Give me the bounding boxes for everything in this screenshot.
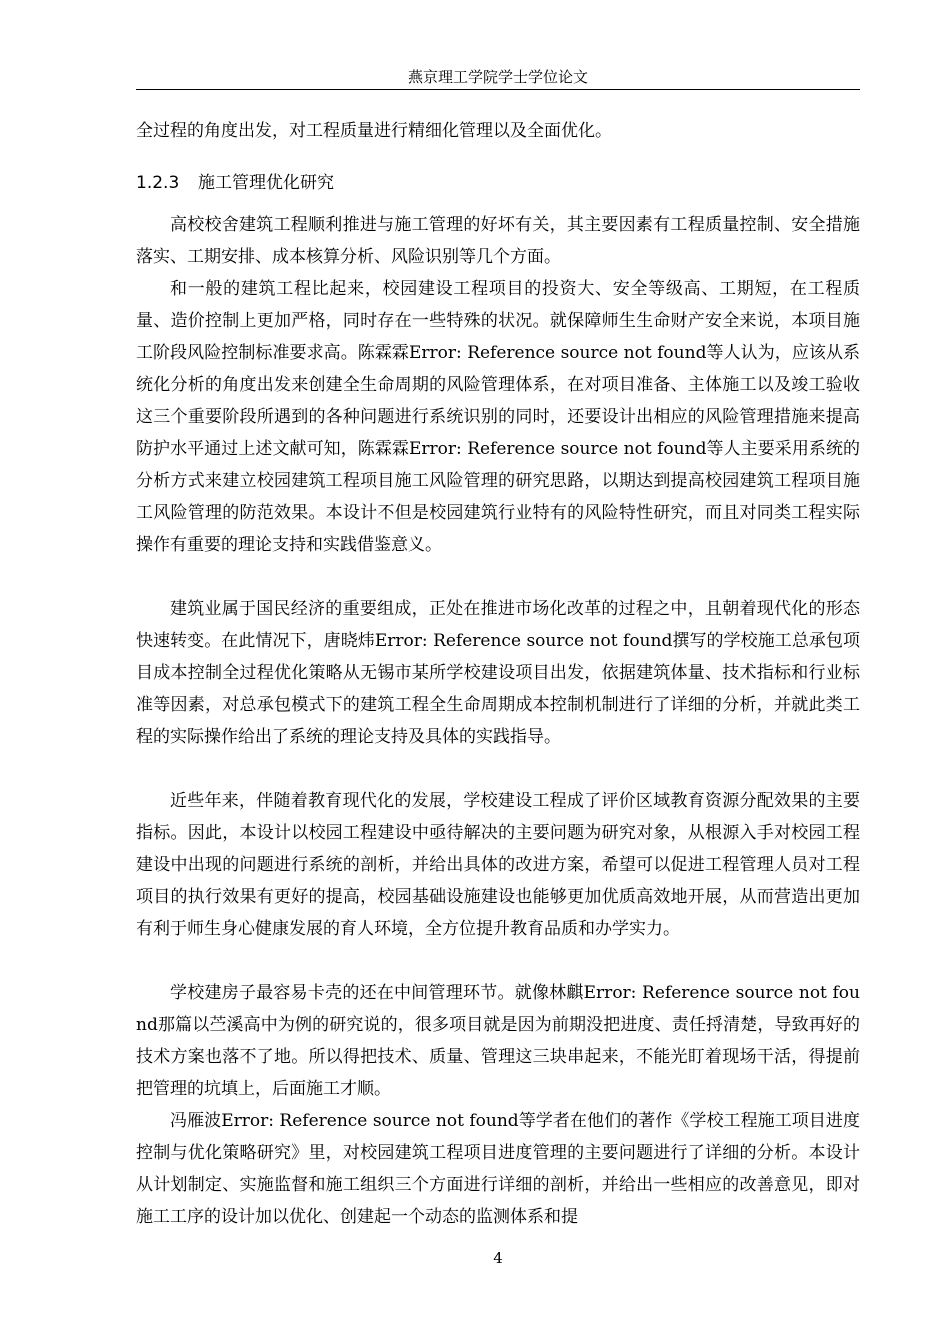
header-rule (136, 89, 860, 90)
continued-paragraph: 全过程的角度出发，对工程质量进行精细化管理以及全面优化。 (136, 121, 612, 141)
body-paragraph: 冯雁波Error: Reference source not found等学者在他们的著作《学校工程施工项目进度控制与优化策略研究》里，对校园建筑工程项目进度管理的主要问题进行了详细的分析。本设计从计划制定、实施监督和施工组织三个方面进行详细的剖析，并给出一些相应的改善意见，即对施工工序的设计加以优化、创建起一个动态的监测体系和提 (136, 1111, 860, 1227)
section-heading (136, 168, 860, 198)
section-title: 施工管理优化研究 (198, 173, 334, 193)
body-paragraph: 学校建房子最容易卡壳的还在中间管理环节。就像林麒Error: Reference source not found那篇以苎溪高中为例的研究说的，很多项目就是因为前期没把进度、责任捋清楚，导致再好的技术方案也落不了地。所以得把技术、质量、管理这三块串起来，不能光盯着现场干活，得提前把管理的坑填上，后面施工才顺。 (136, 983, 860, 1099)
body-paragraph: 建筑业属于国民经济的重要组成，正处在推进市场化改革的过程之中，且朝着现代化的形态快速转变。在此情况下，唐晓炜Error: Reference source not found撰写的学校施工总承包项目成本控制全过程优化策略从无锡市某所学校建设项目出发，依据建筑体量、技术指标和行业标准等因素，对总承包模式下的建筑工程全生命周期成本控制机制进行了详细的分析，并就此类工程的实际操作给出了系统的理论支持及具体的实践指导。 (136, 599, 860, 747)
section-number: 1.2.3 (136, 173, 180, 193)
body-paragraph: 近些年来，伴随着教育现代化的发展，学校建设工程成了评价区域教育资源分配效果的主要指标。因此，本设计以校园工程建设中亟待解决的主要问题为研究对象，从根源入手对校园工程建设中出现的问题进行系统的剖析，并给出具体的改进方案，希望可以促进工程管理人员对工程项目的执行效果有更好的提高，校园基础设施建设也能够更加优质高效地开展，从而营造出更加有利于师生身心健康发展的育人环境，全方位提升教育品质和办学实力。 (136, 791, 860, 939)
body-paragraph: 高校校舍建筑工程顺利推进与施工管理的好坏有关，其主要因素有工程质量控制、安全措施落实、工期安排、成本核算分析、风险识别等几个方面。 (136, 215, 860, 267)
body-paragraph: 和一般的建筑工程比起来，校园建设工程项目的投资大、安全等级高、工期短，在工程质量、造价控制上更加严格，同时存在一些特殊的状况。就保障师生生命财产安全来说，本项目施工阶段风险控制标准要求高。陈霖霖Error: Reference source not found等人认为，应该从系统化分析的角度出发来创建全生命周期的风险管理体系，在对项目准备、主体施工以及竣工验收这三个重要阶段所遇到的各种问题进行系统识别的同时，还要设计出相应的风险管理措施来提高防护水平通过上述文献可知，陈霖霖Error: Reference source not found等人主要采用系统的分析方式来建立校园建筑工程项目施工风险管理的研究思路，以期达到提高校园建筑工程项目施工风险管理的防范效果。本设计不但是校园建筑行业特有的风险特性研究，而且对同类工程实际操作有重要的理论支持和实践借鉴意义。 (136, 279, 860, 555)
page-number: 4 (493, 1249, 503, 1267)
running-header: 燕京理工学院学士学位论文 (407, 68, 588, 86)
